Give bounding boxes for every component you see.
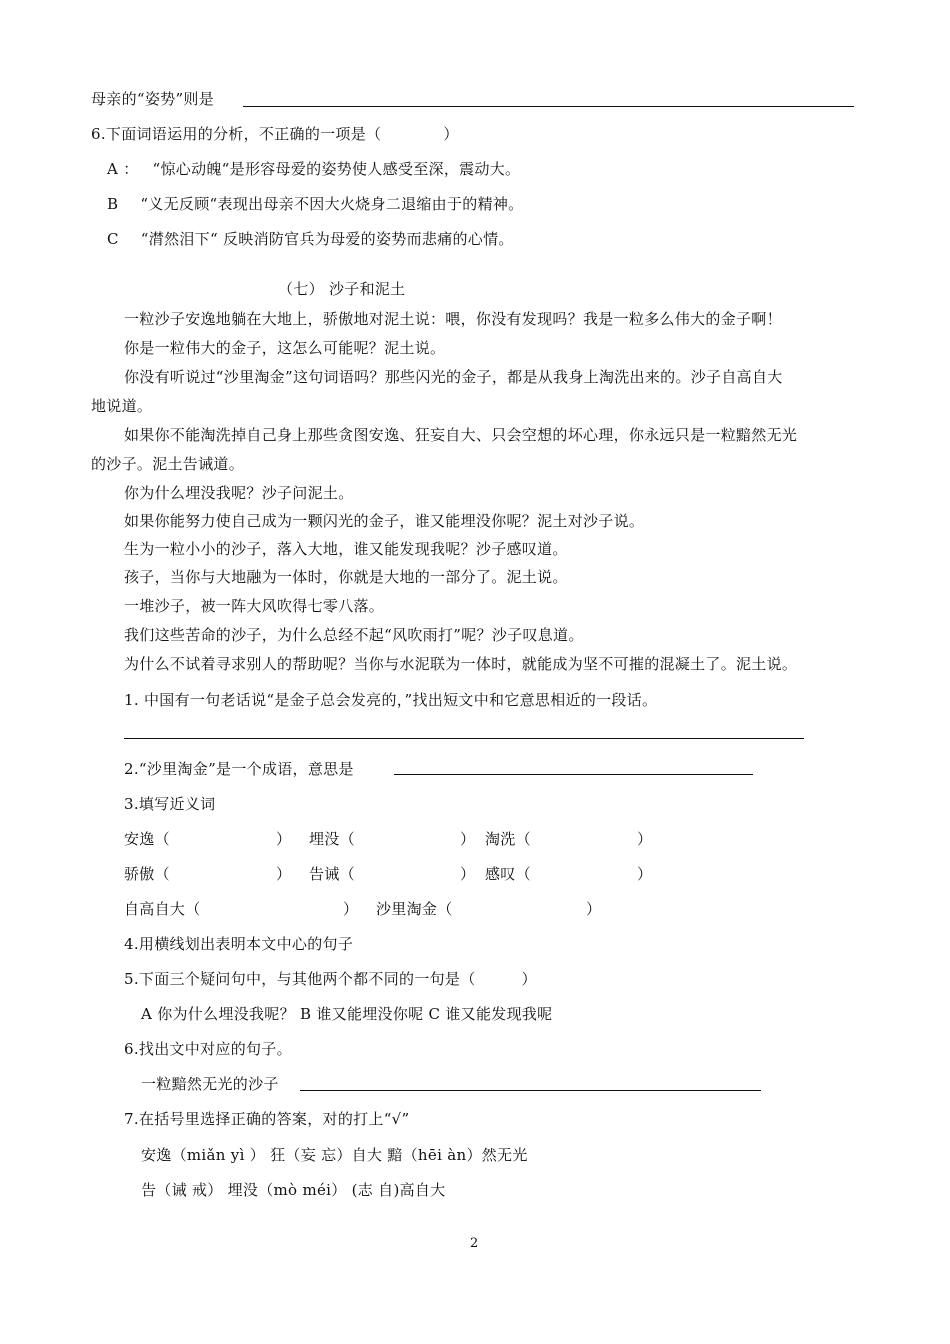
- paragraph: 为什么不试着寻求别人的帮助呢？当你与水泥联为一体时，就能成为坚不可摧的混凝土了。泥土说。: [124, 655, 798, 673]
- option-letter: A ：: [107, 160, 139, 178]
- paragraph: 生为一粒小小的沙子，落入大地，谁又能发现我呢？沙子感叹道。: [124, 540, 568, 558]
- option-letter: B: [107, 195, 119, 213]
- option-text: “义无反顾“表现出母亲不因大火烧身二退缩由于的精神。: [140, 195, 524, 213]
- section-title: （七） 沙子和泥土: [278, 280, 406, 298]
- synonym-close: ）: [460, 830, 476, 848]
- synonym-close: ）: [586, 900, 602, 918]
- q5-close: ）: [521, 970, 537, 988]
- question-2: 2.“沙里淘金”是一个成语，意思是: [124, 760, 354, 778]
- paragraph: 你为什么埋没我呢？沙子问泥土。: [124, 484, 354, 502]
- question-6: 6.找出文中对应的句子。: [124, 1040, 292, 1058]
- synonym-close: ）: [276, 830, 292, 848]
- synonym-close: ）: [343, 900, 359, 918]
- synonym-item: 告诫（: [309, 865, 355, 883]
- synonym-item: 埋没（: [309, 830, 355, 848]
- paragraph: 地说道。: [91, 397, 153, 415]
- question-4: 4.用横线划出表明本文中心的句子: [124, 935, 354, 953]
- question-3: 3.填写近义词: [124, 795, 216, 813]
- paragraph: 一粒沙子安逸地躺在大地上，骄傲地对泥土说：喂，你没有发现吗？我是一粒多么伟大的金子啊！: [124, 310, 782, 328]
- synonym-item: 沙里淘金（: [376, 900, 453, 918]
- page-number: 2: [470, 1236, 479, 1251]
- question-7-row-1: 安逸（miǎn yì ） 狂（妄 忘）自大 黯（hēi àn）然无光: [141, 1146, 528, 1164]
- option-text: “惊心动魄“是形容母爱的姿势使人感受至深，震动大。: [152, 160, 521, 178]
- paragraph: 如果你不能淘洗掉自己身上那些贪图安逸、狂妄自大、只会空想的坏心理，你永远只是一粒黯然无光: [124, 426, 798, 444]
- question-7-row-2: 告（诫 戒） 埋没（mò méi） (志 自)高自大: [141, 1181, 446, 1199]
- answer-line: [300, 1090, 761, 1091]
- synonym-item: 淘洗（: [485, 830, 531, 848]
- question-1: 1. 中国有一句老话说“是金子总会发亮的，”找出短文中和它意思相近的一段话。: [124, 691, 658, 709]
- synonym-close: ）: [637, 830, 653, 848]
- paragraph: 我们这些苦命的沙子，为什么总经不起“风吹雨打”呢？沙子叹息道。: [124, 626, 584, 644]
- synonym-item: 自高自大（: [124, 900, 201, 918]
- synonym-close: ）: [460, 865, 476, 883]
- option-letter: C: [107, 230, 119, 248]
- q6-stem-line: [91, 124, 459, 144]
- option-b: [107, 194, 523, 214]
- synonym-item: 安逸（: [124, 830, 170, 848]
- answer-line: [394, 774, 753, 775]
- paragraph: 你没有听说过“沙里淘金”这句词语吗？那些闪光的金子，都是从我身上淘洗出来的。沙子自高自大: [124, 368, 783, 386]
- question-5-options: A 你为什么埋没我呢？ B 谁又能埋没你呢 C 谁又能发现我呢: [141, 1005, 553, 1023]
- paragraph: 你是一粒伟大的金子，这怎么可能呢？泥土说。: [124, 339, 446, 357]
- paragraph: 一堆沙子，被一阵大风吹得七零八落。: [124, 597, 385, 615]
- synonym-close: ）: [276, 865, 292, 883]
- question-7: 7.在括号里选择正确的答案，对的打上“√”: [124, 1110, 410, 1128]
- q6-stem: 6.下面词语运用的分析，不正确的一项是（: [91, 125, 382, 143]
- mother-posture-prompt: 母亲的“姿势”则是: [91, 90, 215, 108]
- synonym-item: 感叹（: [485, 865, 531, 883]
- synonym-close: ）: [637, 865, 653, 883]
- paragraph: 孩子，当你与大地融为一体时，你就是大地的一部分了。泥土说。: [124, 568, 568, 586]
- option-text: “潸然泪下“ 反映消防官兵为母爱的姿势而悲痛的心情。: [140, 230, 514, 248]
- answer-line: [243, 106, 854, 107]
- question-5-line: [124, 969, 537, 989]
- q6-close: ）: [443, 125, 459, 143]
- question-5: 5.下面三个疑问句中，与其他两个都不同的一句是（: [124, 970, 476, 988]
- option-a: [107, 159, 520, 179]
- answer-line: [124, 738, 804, 739]
- question-6-prompt: 一粒黯然无光的沙子: [141, 1075, 279, 1093]
- paragraph: 如果你能努力使自己成为一颗闪光的金子，谁又能埋没你呢？泥土对沙子说。: [124, 512, 645, 530]
- option-c: [107, 229, 514, 249]
- paragraph: 的沙子。泥土告诫道。: [91, 455, 245, 473]
- synonym-item: 骄傲（: [124, 865, 170, 883]
